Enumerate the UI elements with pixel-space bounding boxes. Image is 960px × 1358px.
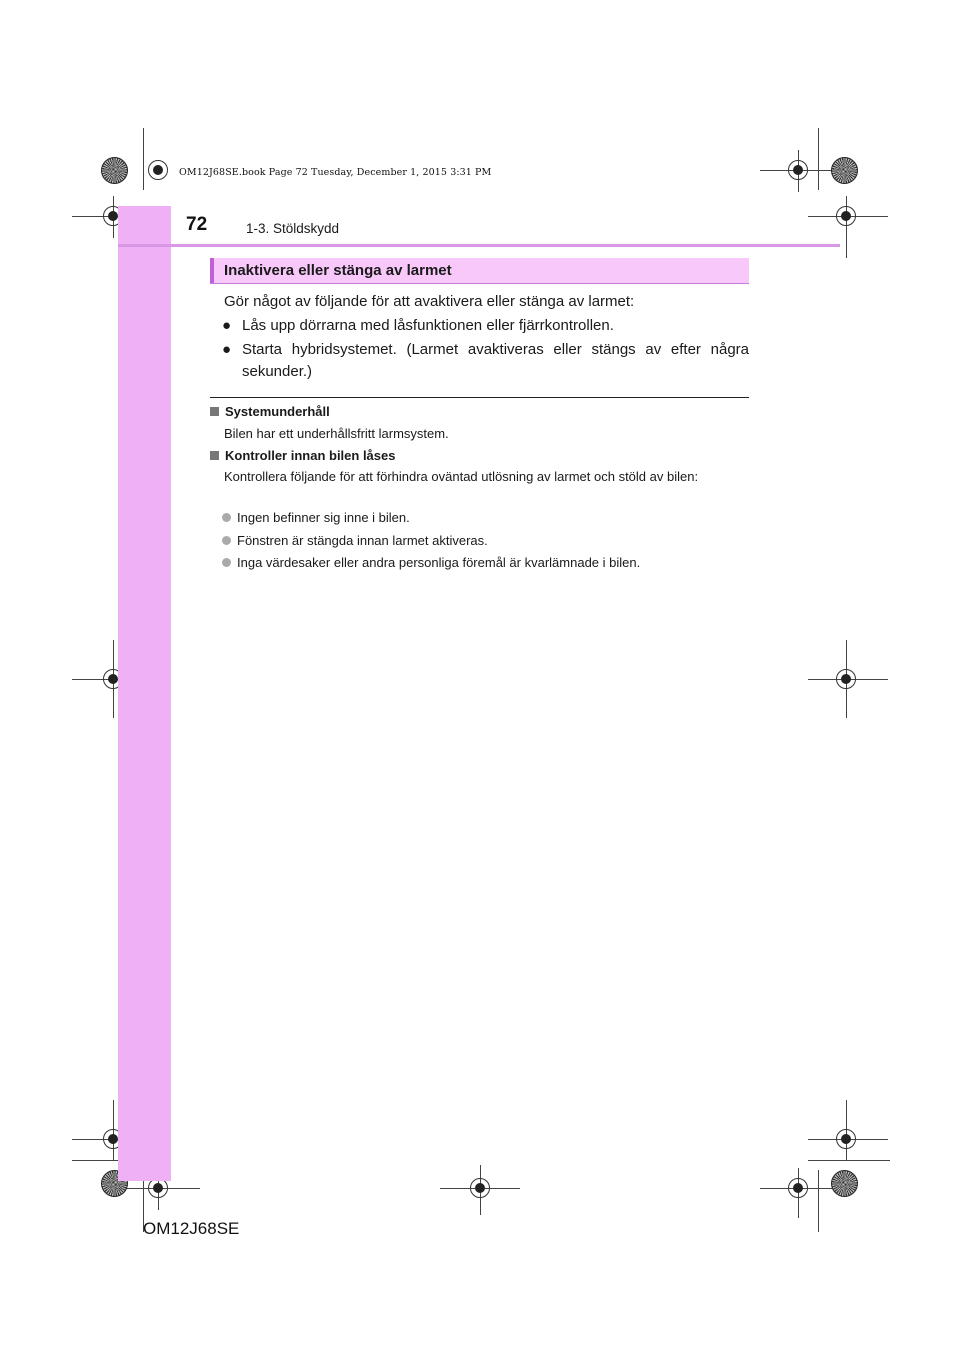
- chapter-sidebar: [118, 206, 171, 1181]
- list-item: [222, 315, 749, 337]
- notes-divider: [210, 397, 749, 398]
- bullet-icon: [222, 536, 231, 545]
- chapter-title: 1-3. Stöldskydd: [246, 221, 340, 236]
- list-item-text: Inga värdesaker eller andra personliga föremål är kvarlämnade i bilen.: [237, 555, 641, 570]
- bullet-icon: [222, 513, 231, 522]
- crop-line: [818, 1170, 819, 1232]
- bullet-icon: [222, 558, 231, 567]
- file-stamp: OM12J68SE.book Page 72 Tuesday, December 1, 2015 3:31 PM: [179, 167, 492, 178]
- registration-target-icon: [148, 160, 168, 180]
- registration-target-icon: [788, 1178, 808, 1198]
- note-heading: [210, 404, 330, 419]
- crop-line: [808, 1160, 890, 1161]
- list-item: [222, 555, 747, 570]
- section-title: Inaktivera eller stänga av larmet: [224, 262, 452, 279]
- note-heading-text: Systemunderhåll: [225, 404, 330, 419]
- section-accent: [210, 258, 214, 283]
- note-text: Kontrollera följande för att förhindra oväntad utlösning av larmet och stöld av bilen:: [224, 469, 699, 484]
- registration-target-icon: [788, 160, 808, 180]
- crop-line: [143, 128, 144, 190]
- list-item-text: Ingen befinner sig inne i bilen.: [237, 510, 410, 525]
- footer-code: OM12J68SE: [143, 1219, 240, 1238]
- bullet-icon: ●: [222, 341, 232, 358]
- bullet-icon: ●: [222, 317, 232, 334]
- header-rule: [118, 244, 840, 247]
- list-item-text: Fönstren är stängda innan larmet aktiveras.: [237, 533, 488, 548]
- page-number: 72: [186, 214, 208, 235]
- registration-disc-icon: [831, 157, 858, 184]
- registration-target-icon: [836, 206, 856, 226]
- registration-target-icon: [836, 669, 856, 689]
- list-item: [222, 533, 747, 548]
- registration-target-icon: [148, 1178, 168, 1198]
- note-heading-text: Kontroller innan bilen låses: [225, 448, 396, 463]
- crop-line: [818, 128, 819, 190]
- list-item: [222, 510, 747, 525]
- registration-target-icon: [470, 1178, 490, 1198]
- square-bullet-icon: [210, 451, 219, 460]
- list-item-text: Lås upp dörrarna med låsfunktionen eller fjärrkontrollen.: [242, 317, 614, 334]
- note-heading: [210, 448, 395, 463]
- registration-disc-icon: [101, 157, 128, 184]
- registration-target-icon: [836, 1129, 856, 1149]
- list-item: [222, 339, 749, 383]
- square-bullet-icon: [210, 407, 219, 416]
- section-header: [210, 258, 749, 284]
- intro-paragraph: Gör något av följande för att avaktivera eller stänga av larmet:: [224, 293, 635, 310]
- note-text: Bilen har ett underhållsfritt larmsystem.: [224, 426, 449, 441]
- list-item-text: Starta hybridsystemet. (Larmet avaktiveras eller stängs av efter några sekunder.): [242, 341, 749, 380]
- registration-disc-icon: [831, 1170, 858, 1197]
